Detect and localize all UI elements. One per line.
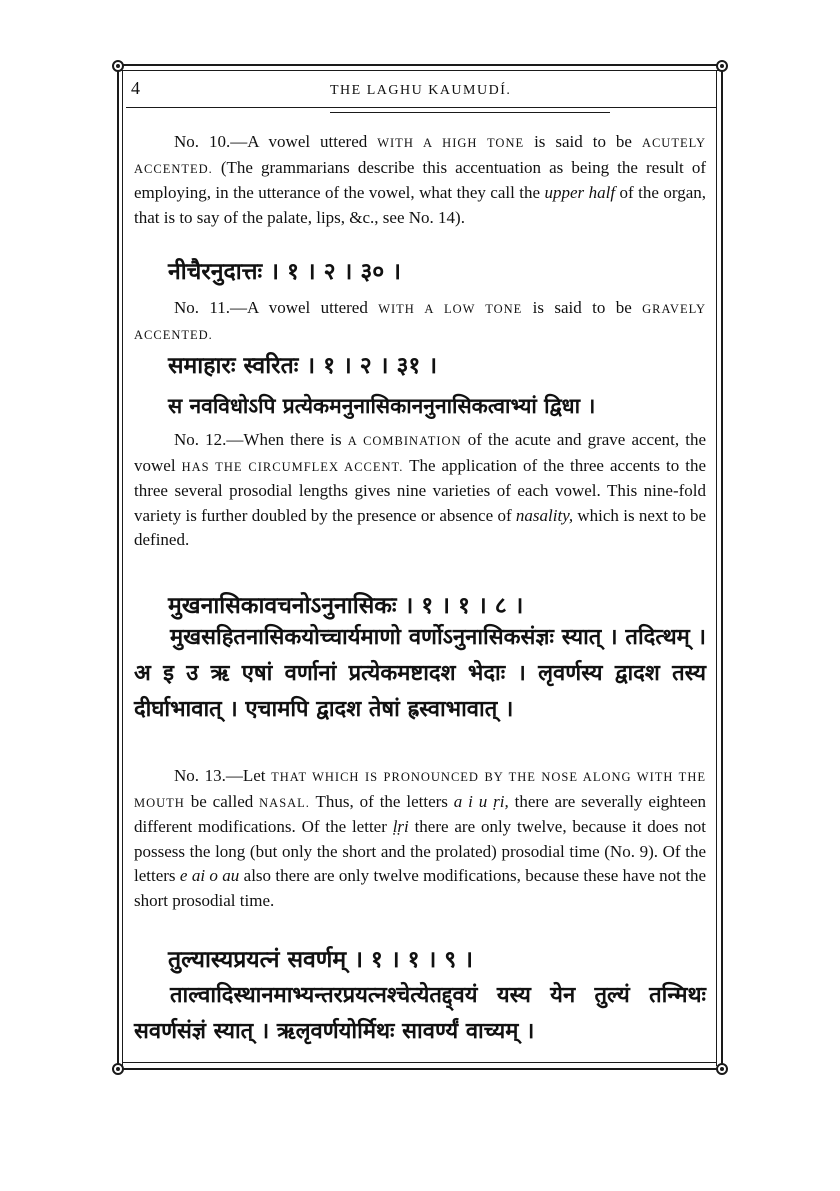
para12-italic: nasality, (515, 505, 574, 525)
para13-italic-2: ḷṛi (392, 817, 409, 837)
para13-mid-1: be called (184, 791, 260, 811)
top-border-rule-inner (120, 70, 720, 71)
right-border-rule-inner (716, 70, 717, 1066)
para13-mid-3: there are severally eighteen different modifications. Of the letter (134, 791, 707, 837)
sutra-4: मुखनासिकावचनोऽनुनासिकः । १ । १ । ८ । (168, 593, 524, 619)
para12-smallcaps-2: HAS THE CIRCUMFLEX ACCENT. (181, 459, 404, 474)
bottom-border-rule-inner (122, 1062, 717, 1063)
para10-mid-2: (The grammarians describe this accentuation as being the result of employing, in the utterance of the vowel, what they call the (134, 157, 706, 203)
para12-smallcaps-1: A COMBINATION (347, 434, 462, 448)
para13-italic-3: e ai o au (179, 866, 240, 886)
para12-tail: which is next to be defined. (134, 505, 707, 550)
para10-lead: No. 10.—A vowel uttered (174, 132, 378, 151)
sutra-2: समाहारः स्वरितः । १ । २ । ३१ । (168, 353, 438, 379)
para12-mid-1: of the acute and grave accent, the vowel (134, 430, 707, 475)
right-border-rule (721, 66, 723, 1066)
left-border-rule (117, 66, 119, 1066)
left-border-rule-inner (122, 70, 123, 1066)
top-border-rule (120, 64, 720, 66)
sutra-5: तुल्यास्यप्रयत्नं सवर्णम् । १ । १ । ९ । (168, 947, 473, 973)
paragraph-no-13 (134, 764, 706, 914)
para12-mid-2: The application of the three accents to the three several prosodial lengths gives nine varieties of each vowel. This nine-fold variety is further doubled by the presence or absence of (134, 455, 707, 525)
commentary-1-text: मुखसहितनासिकयोच्चार्यमाणो वर्णोऽनुनासिकसंज्ञः स्यात् । तदित्थम् । अ इ उ ऋ एषां वर्णानां प्रत्येकमष्टादश भेदाः । लृवर्णस्य द्वादश तस्य दीर्घाभावात् । एचामपि द्वादश तेषां ह्रस्वाभावात् । (134, 625, 706, 722)
para12-lead: No. 12.—When there is (174, 430, 348, 449)
bottom-border-rule (120, 1068, 723, 1070)
para11-smallcaps-1: WITH A LOW TONE (378, 302, 523, 316)
corner-ornament-icon (112, 60, 124, 72)
para10-smallcaps-2: ACUTELY ACCENTED. (134, 136, 707, 176)
commentary-2-text: ताल्वादिस्थानमाभ्यन्तरप्रयत्नश्चेत्येतद्द्वयं यस्य येन तुल्यं तन्मिथः सवर्णसंज्ञं स्यात् । ऋलृवर्णयोर्मिथः सावर्ण्यं वाच्यम् । (134, 983, 706, 1044)
para13-mid-2: Thus, of the letters (309, 791, 454, 811)
running-title: THE LAGHU KAUMUDÍ. (330, 83, 512, 98)
para13-mid-4: there are only twelve, because it does not possess the long (but only the short and the prolated) prosodial time (No. 9). Of the letters (134, 817, 706, 886)
header-rule-thin (330, 112, 610, 113)
para13-tail: also there are only twelve modifications, because these have not the short prosodial time. (134, 866, 706, 910)
para11-lead: No. 11.—A vowel uttered (174, 298, 379, 317)
paragraph-no-11 (134, 296, 706, 347)
paragraph-no-10 (134, 130, 706, 230)
commentary-1 (134, 620, 706, 728)
corner-ornament-icon (716, 1063, 728, 1075)
sutra-1: नीचैरनुदात्तः । १ । २ । ३० । (168, 259, 401, 285)
page-number: 4 (131, 78, 140, 98)
corner-ornament-icon (716, 60, 728, 72)
para10-italic: upper half (544, 183, 616, 203)
para11-smallcaps-2: GRAVELY ACCENTED. (134, 302, 706, 342)
para13-smallcaps-1: THAT WHICH IS PRONOUNCED BY THE NOSE ALONG WITH THE MOUTH (134, 770, 706, 810)
para10-mid-1: is said to be (524, 132, 642, 151)
para13-italic-1: a i u ṛi, (453, 791, 509, 811)
para10-smallcaps-1: WITH A HIGH TONE (377, 136, 525, 150)
para13-lead: No. 13.—Let (174, 766, 272, 785)
corner-ornament-icon (112, 1063, 124, 1075)
para10-tail: of the organ, that is to say of the palate, lips, &c., see No. 14). (134, 183, 706, 227)
sutra-3: स नवविधोऽपि प्रत्येकमनुनासिकाननुनासिकत्वाभ्यां द्विधा । (168, 394, 596, 418)
header-rule (126, 107, 716, 108)
para11-mid-1: is said to be (522, 298, 643, 317)
paragraph-no-12 (134, 428, 706, 553)
para13-smallcaps-2: NASAL. (259, 795, 310, 810)
commentary-2 (134, 978, 706, 1050)
